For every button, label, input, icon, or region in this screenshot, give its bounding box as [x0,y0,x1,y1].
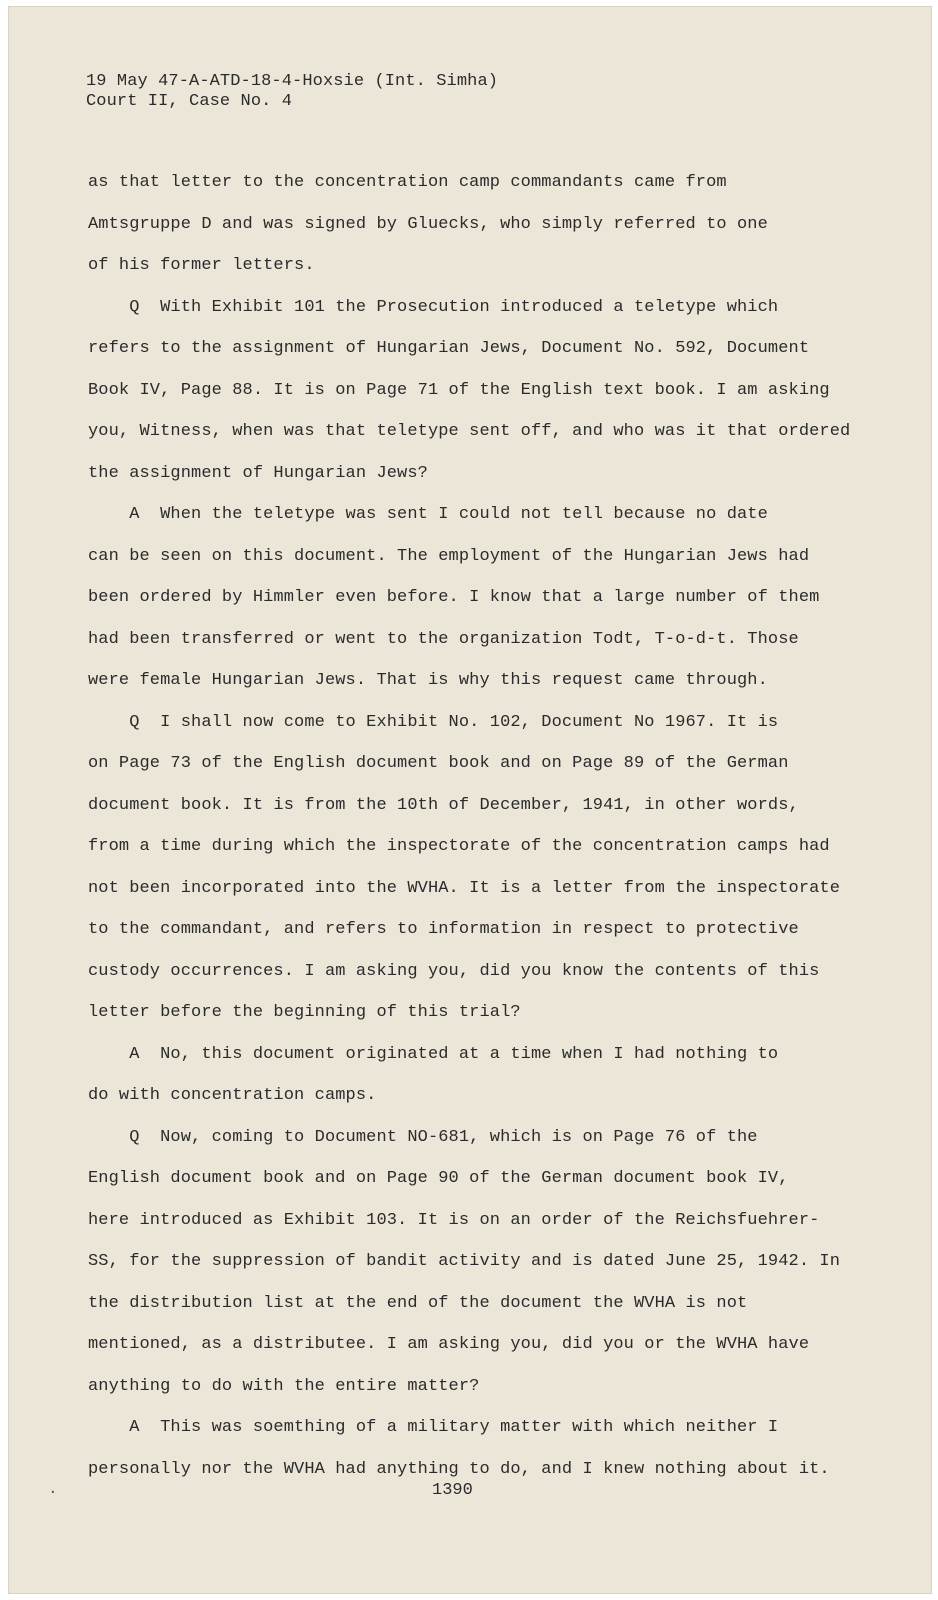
body-line: do with concentration camps. [88,1086,377,1105]
body-line: can be seen on this document. The employment of the Hungarian Jews had [88,547,810,566]
header-line-2: Court II, Case No. 4 [86,92,293,111]
document-page [8,6,932,1594]
body-line: as that letter to the concentration camp commandants came from [88,173,727,192]
body-line: Q Now, coming to Document NO-681, which is on Page 76 of the [88,1128,758,1147]
body-line: been ordered by Himmler even before. I know that a large number of them [88,588,820,607]
margin-dot-mark: · [50,1482,56,1503]
body-line: the distribution list at the end of the document the WVHA is not [88,1294,748,1313]
body-line: Book IV, Page 88. It is on Page 71 of the English text book. I am asking [88,381,830,400]
body-line: to the commandant, and refers to information in respect to protective [88,920,799,939]
body-line: custody occurrences. I am asking you, did you know the contents of this [88,962,820,981]
body-line: you, Witness, when was that teletype sent off, and who was it that ordered [88,422,851,441]
body-line: of his former letters. [88,256,315,275]
body-line: on Page 73 of the English document book and on Page 89 of the German [88,754,789,773]
body-line: from a time during which the inspectorate of the concentration camps had [88,837,830,856]
body-line: personally nor the WVHA had anything to do, and I knew nothing about it. [88,1460,830,1479]
body-line: Q I shall now come to Exhibit No. 102, Document No 1967. It is [88,713,779,732]
body-line: English document book and on Page 90 of the German document book IV, [88,1169,789,1188]
body-line: had been transferred or went to the organization Todt, T-o-d-t. Those [88,630,799,649]
body-line: here introduced as Exhibit 103. It is on an order of the Reichsfuehrer- [88,1211,820,1230]
body-line: A When the teletype was sent I could not tell because no date [88,505,768,524]
body-line: A This was soemthing of a military matter with which neither I [88,1418,779,1437]
body-line: the assignment of Hungarian Jews? [88,464,428,483]
body-line: not been incorporated into the WVHA. It is a letter from the inspectorate [88,879,841,898]
body-line: anything to do with the entire matter? [88,1377,480,1396]
header-line-1: 19 May 47-A-ATD-18-4-Hoxsie (Int. Simha) [86,72,499,91]
body-line: mentioned, as a distributee. I am asking you, did you or the WVHA have [88,1335,810,1354]
page-number: 1390 [432,1481,473,1500]
body-line: document book. It is from the 10th of December, 1941, in other words, [88,796,799,815]
body-line: Q With Exhibit 101 the Prosecution introduced a teletype which [88,298,779,317]
body-line: A No, this document originated at a time when I had nothing to [88,1045,779,1064]
body-line: Amtsgruppe D and was signed by Gluecks, who simply referred to one [88,215,768,234]
body-line: refers to the assignment of Hungarian Jews, Document No. 592, Document [88,339,810,358]
body-line: letter before the beginning of this trial? [88,1003,521,1022]
body-line: SS, for the suppression of bandit activity and is dated June 25, 1942. In [88,1252,841,1271]
body-line: were female Hungarian Jews. That is why this request came through. [88,671,768,690]
